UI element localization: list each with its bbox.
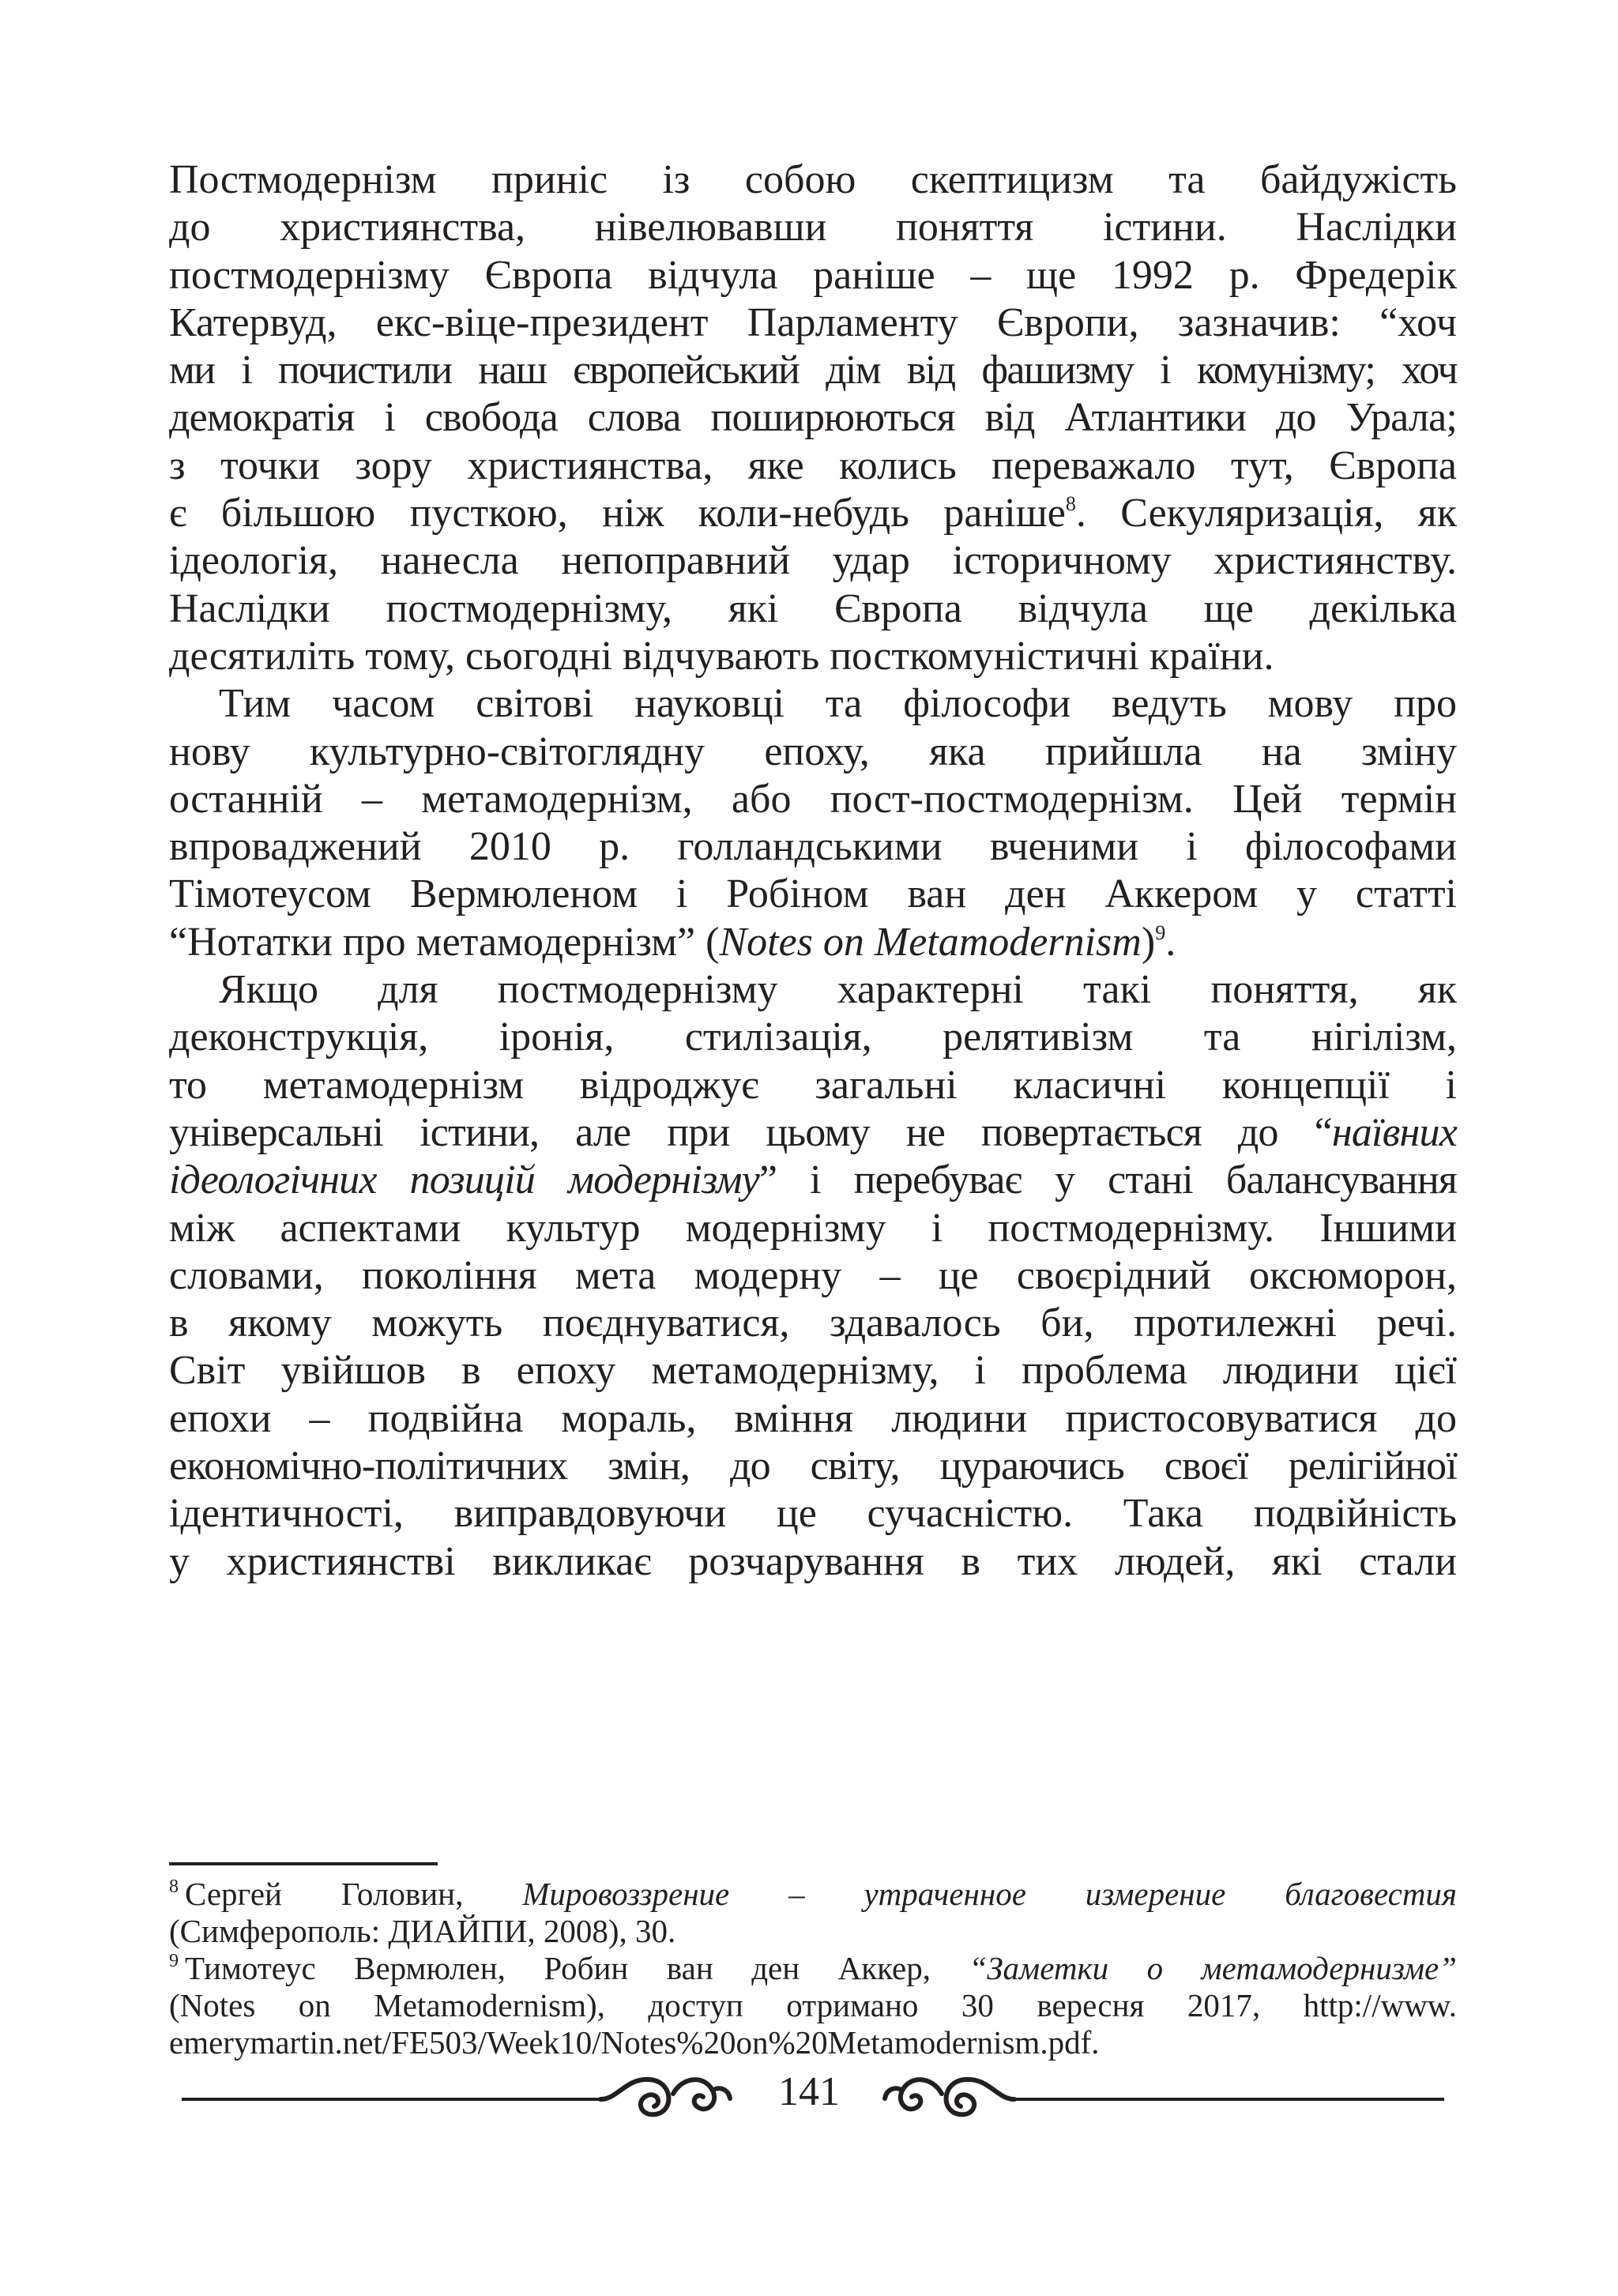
footer-rule-left bbox=[182, 2098, 600, 2101]
footnote-number: 8 bbox=[169, 1876, 179, 1897]
text-line: то метамодернізм відроджує загальні класичні концепції і bbox=[169, 1062, 1457, 1108]
footnote-title: Мировоззрение – утраченное измерение благовестия bbox=[522, 1876, 1457, 1912]
italic-quote: наївних bbox=[1331, 1109, 1457, 1155]
text-line bbox=[169, 1157, 1457, 1204]
text-line bbox=[169, 919, 1457, 966]
footnote-line: (Notes on Metamodernism), доступ отримано 30 вересня 2017, http://www. bbox=[169, 1987, 1457, 2023]
text-line: Катервуд, екс-віце-президент Парламенту Європи, зазначив: “хоч bbox=[169, 299, 1457, 345]
text-fragment: універсальні істини, але при цьому не повертається до “ bbox=[169, 1109, 1332, 1155]
text-fragment: . Секуляризація, як bbox=[1075, 491, 1457, 536]
footnote-line bbox=[169, 1876, 1457, 1913]
main-text bbox=[169, 156, 1457, 1586]
text-line: ми і почистили наш європейський дім від фашизму і комунізму; хоч bbox=[169, 348, 1457, 393]
flourish-left-icon bbox=[594, 2062, 736, 2133]
text-line bbox=[169, 490, 1457, 537]
text-line: ідеологія, нанесла непоправний удар історичному християнству. bbox=[169, 538, 1457, 584]
text-line: останній – метамодернізм, або пост-постмодернізм. Цей термін bbox=[169, 776, 1457, 822]
text-line: словами, покоління мета модерну – це своєрідний оксюморон, bbox=[169, 1252, 1457, 1298]
text-line: з точки зору християнства, яке колись переважало тут, Європа bbox=[169, 442, 1457, 488]
text-line: до християнства, нівелювавши поняття істини. Наслідки bbox=[169, 205, 1457, 250]
footnote-ref-9[interactable]: 9 bbox=[1155, 920, 1166, 944]
text-fragment: ) bbox=[1141, 919, 1156, 965]
text-line: в якому можуть поєднуватися, здавалось би, протилежні речі. bbox=[169, 1300, 1457, 1346]
text-line: епохи – подвійна мораль, вміння людини пристосовуватися до bbox=[169, 1395, 1457, 1441]
text-line: Тим часом світові науковці та філософи ведуть мову про bbox=[219, 681, 1457, 727]
footnote-line[interactable]: emerymartin.net/FE503/Week10/Notes%20on%20Metamodernism.pdf. bbox=[169, 2024, 1100, 2061]
footnote-title: “Заметки о метамодернизме” bbox=[969, 1950, 1457, 1986]
text-line: впроваджений 2010 р. голландськими вченими і філософами bbox=[169, 824, 1457, 870]
text-line: нову культурно-світоглядну епоху, яка прийшла на зміну bbox=[169, 728, 1457, 774]
text-fragment: . bbox=[1165, 919, 1176, 965]
text-line: Постмодернізм приніс із собою скептицизм та байдужість bbox=[169, 157, 1457, 202]
footnote-line: (Симферополь: ДИАЙПИ, 2008), 30. bbox=[169, 1913, 676, 1949]
text-line: демократія і свобода слова поширюються від Атлантики до Урала; bbox=[169, 395, 1457, 441]
footnote-author: Тимотеус Вермюлен, Робин ван ден Аккер, bbox=[185, 1950, 969, 1986]
text-fragment: “Нотатки про метамодернізм” ( bbox=[169, 919, 720, 965]
footnote-line bbox=[169, 1950, 1457, 1987]
italic-quote: ідеологічних позицій модернізму bbox=[169, 1157, 759, 1203]
footnote-author: Сергей Головин, bbox=[185, 1876, 523, 1912]
flourish-right-icon bbox=[879, 2062, 1021, 2133]
text-line: десятиліть тому, сьогодні відчувають посткомуністичні країни. bbox=[169, 633, 1274, 679]
text-line: ідентичності, виправдовуючи це сучасністю. Така подвійність bbox=[169, 1491, 1457, 1537]
footnote-separator bbox=[169, 1862, 438, 1865]
text-line: постмодернізму Європа відчула раніше – ще 1992 р. Фредерік bbox=[169, 252, 1457, 298]
text-fragment: є більшою пусткою, ніж коли-небудь раніше bbox=[169, 491, 1066, 536]
page-number: 141 bbox=[778, 2069, 840, 2114]
footer-rule-right bbox=[1010, 2098, 1444, 2101]
text-line: Тімотеусом Вермюленом і Робіном ван ден Аккером у статті bbox=[169, 871, 1457, 917]
text-line: економічно-політичних змін, до світу, цураючись своєї релігійної bbox=[169, 1443, 1457, 1489]
text-line: Якщо для постмодернізму характерні такі поняття, як bbox=[219, 967, 1457, 1013]
text-line: Світ увійшов в епоху метамодернізму, і проблема людини цієї bbox=[169, 1348, 1457, 1394]
footnote-number: 9 bbox=[169, 1951, 179, 1971]
text-line: між аспектами культур модернізму і постмодернізму. Іншими bbox=[169, 1205, 1457, 1251]
text-line bbox=[169, 1109, 1457, 1157]
text-line: деконструкція, іронія, стилізація, релятивізм та нігілізм, bbox=[169, 1014, 1457, 1060]
italic-title: Notes on Metamodernism bbox=[719, 919, 1142, 965]
text-line: у християнстві викликає розчарування в тих людей, які стали bbox=[169, 1538, 1457, 1584]
footnote-ref-8[interactable]: 8 bbox=[1065, 492, 1076, 516]
text-line: Наслідки постмодернізму, які Європа відчула ще декілька bbox=[169, 585, 1457, 631]
text-fragment: ” і перебуває у стані балансування bbox=[758, 1157, 1458, 1203]
footnotes bbox=[169, 1876, 1457, 2061]
